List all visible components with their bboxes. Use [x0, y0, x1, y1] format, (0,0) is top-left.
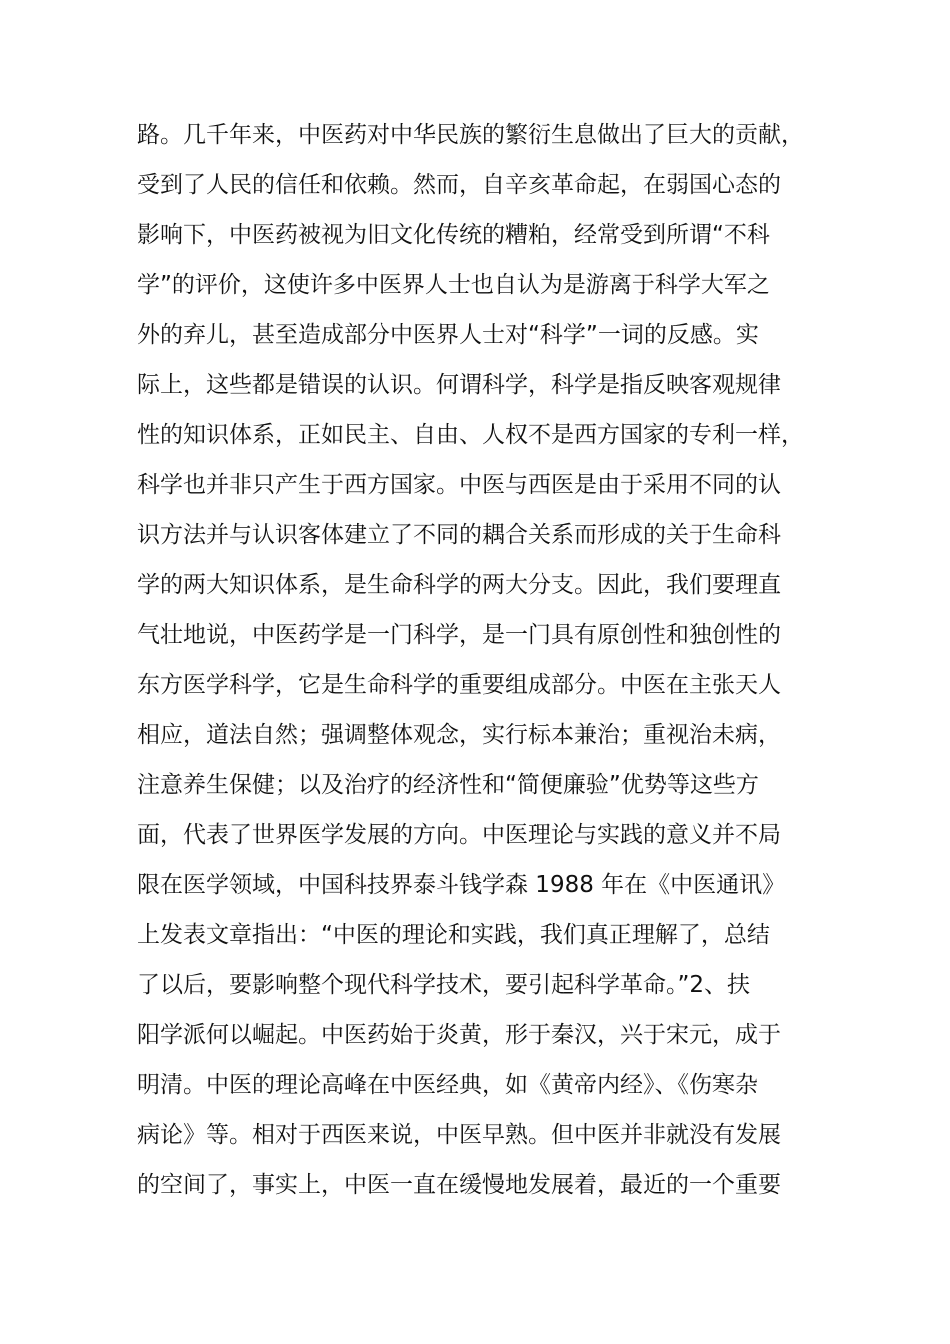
text-line: 学的两大知识体系，是生命科学的两大分支。因此，我们要理直: [137, 572, 781, 598]
text-line: 的空间了，事实上，中医一直在缓慢地发展着，最近的一个重要: [137, 1172, 781, 1198]
text-line: 学”的评价，这使许多中医界人士也自认为是游离于科学大军之: [137, 272, 770, 298]
text-line: 面，代表了世界医学发展的方向。中医理论与实践的意义并不局: [137, 822, 781, 848]
text-line: 东方医学科学，它是生命科学的重要组成部分。中医在主张天人: [137, 672, 781, 698]
text-line: 性的知识体系，正如民主、自由、人权不是西方国家的专利一样，: [137, 422, 804, 448]
text-line: 气壮地说，中医药学是一门科学，是一门具有原创性和独创性的: [137, 622, 781, 648]
text-line: 阳学派何以崛起。中医药始于炎黄，形于秦汉，兴于宋元，成于: [137, 1022, 781, 1048]
text-line: 识方法并与认识客体建立了不同的耦合关系而形成的关于生命科: [137, 522, 781, 548]
text-line: 明清。中医的理论高峰在中医经典，如《黄帝内经》、《伤寒杂: [137, 1072, 758, 1098]
text-line: 路。几千年来，中医药对中华民族的繁衍生息做出了巨大的贡献，: [137, 122, 804, 148]
text-line: 限在医学领域，中国科技界泰斗钱学森 1988 年在《中医通讯》: [137, 872, 786, 898]
text-line: 科学也并非只产生于西方国家。中医与西医是由于采用不同的认: [137, 472, 781, 498]
text-line: 影响下，中医药被视为旧文化传统的糟粕，经常受到所谓“不科: [137, 222, 770, 248]
text-line: 外的弃儿，甚至造成部分中医界人士对“科学”一词的反感。实: [137, 322, 759, 348]
text-line: 际上，这些都是错误的认识。何谓科学，科学是指反映客观规律: [137, 372, 781, 398]
text-line: 受到了人民的信任和依赖。然而，自辛亥革命起，在弱国心态的: [137, 172, 781, 198]
text-line: 了以后，要影响整个现代科学技术，要引起科学革命。”2、扶: [137, 972, 751, 998]
text-line: 上发表文章指出：“中医的理论和实践，我们真正理解了，总结: [137, 922, 770, 948]
text-line: 病论》等。相对于西医来说，中医早熟。但中医并非就没有发展: [137, 1122, 781, 1148]
body-text: [137, 110, 817, 1210]
text-line: 相应，道法自然；强调整体观念，实行标本兼治；重视治未病，: [137, 722, 781, 748]
text-line: 注意养生保健；以及治疗的经济性和“简便廉验”优势等这些方: [137, 772, 759, 798]
